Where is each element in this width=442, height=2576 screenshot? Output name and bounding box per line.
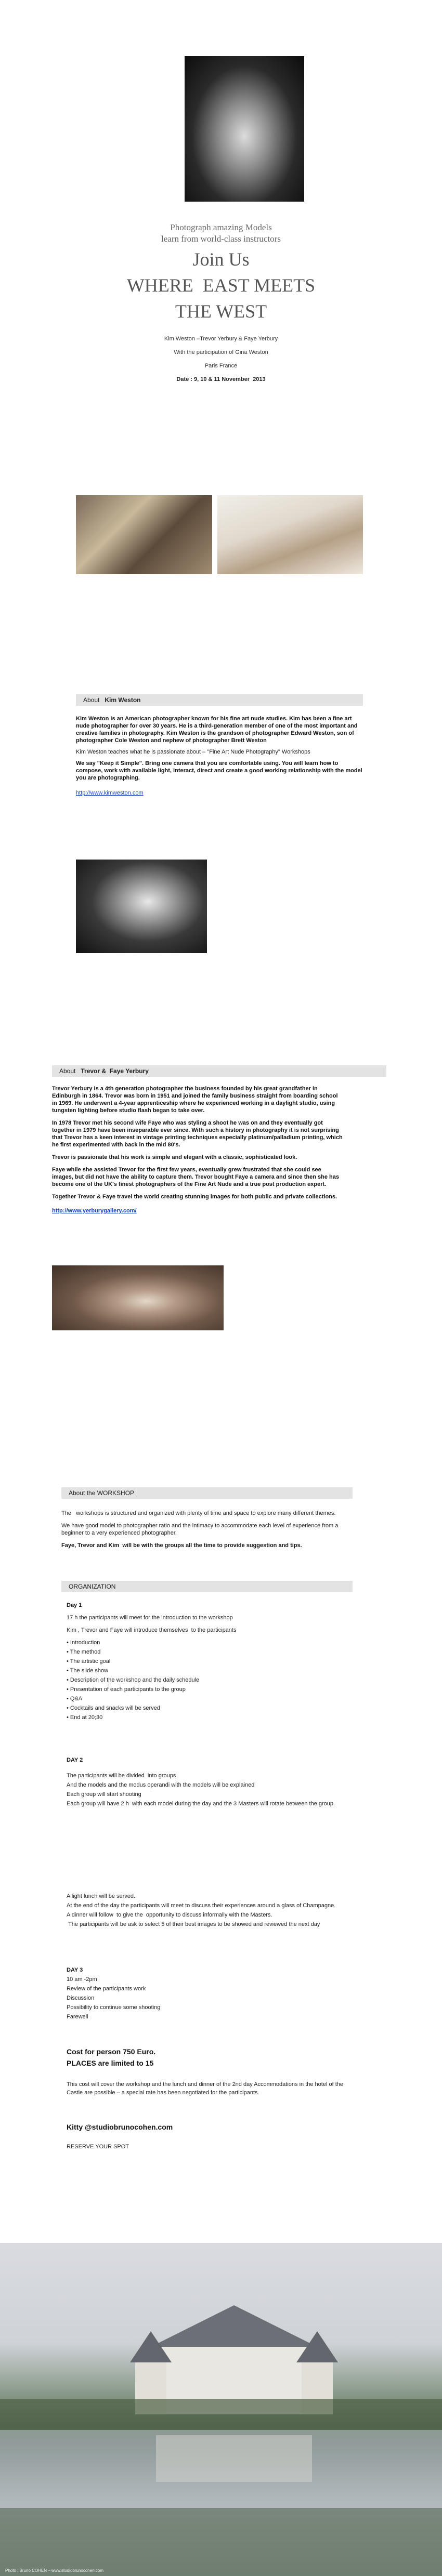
kim-para-2: Kim Weston teaches what he is passionate about – "Fine Art Nude Photography" Workshops <box>76 749 310 755</box>
trevor-para-3: Trevor is passionate that his work is simple and elegant with a classic, sophisticated look. <box>52 1154 297 1160</box>
day1-item: • Introduction <box>67 1640 100 1646</box>
day3-line: Discussion <box>67 1995 95 2001</box>
hero-title-2: WHERE EAST MEETS <box>126 275 316 296</box>
trevor-section-bar <box>52 1065 386 1077</box>
instructors-photo-2 <box>217 495 363 574</box>
contact-email[interactable]: Kitty @studiobrunocohen.com <box>67 2123 173 2131</box>
hero-title-1: Join Us <box>192 249 250 270</box>
lunch-block <box>67 1892 358 1929</box>
day3-line: Farewell <box>67 2014 88 2020</box>
trevor-website-link[interactable]: http://www.yerburygallery.com/ <box>52 1208 137 1214</box>
day2-line: The participants will be divided into groups <box>67 1773 176 1779</box>
day1-block <box>67 1602 358 1722</box>
trevor-para-5: Together Trevor & Faye travel the world creating stunning images for both public and private collections. <box>52 1194 337 1200</box>
day1-item: • Description of the workshop and the daily schedule <box>67 1677 200 1683</box>
kim-bar-name: Kim Weston <box>105 696 141 704</box>
day1-title: Day 1 <box>67 1602 82 1608</box>
day1-line: Kim , Trevor and Faye will introduce themselves to the participants <box>67 1627 237 1633</box>
trevor-bar-name: Trevor & Faye Yerbury <box>81 1067 149 1075</box>
day1-item: • The slide show <box>67 1668 109 1674</box>
day1-item: • Cocktails and snacks will be served <box>67 1705 160 1711</box>
trevor-para-2: In 1978 Trevor met his second wife Faye who was styling a shoot he was on and they eventually got together in 1979 have been inseparable ever since. With such a history in photography it is not surprising that Trevor has a keen interest in vintage printing techniques especially platinum/palladium printing, which he first experimented with back in the mid 80's. <box>52 1120 343 1148</box>
trevor-bar-prefix: About <box>59 1067 76 1075</box>
hero-tagline-2: learn from world-class instructors <box>161 234 281 244</box>
kim-body <box>76 715 363 797</box>
day2-line: And the models and the modus operandi with the models will be explained <box>67 1782 255 1788</box>
lunch-line: A dinner will follow to give the opportunity to discuss informally with the Masters. <box>67 1912 272 1918</box>
hero-location: Paris France <box>204 363 238 369</box>
hero-date: Date : 9, 10 & 11 November 2013 <box>176 376 266 382</box>
hero-title-3: THE WEST <box>175 301 267 322</box>
kim-para-3: We say "Keep it Simple". Bring one camera that you are comfortable using. You will learn how to compose, work with available light, interact, direct and create a good working relationship with the model you are photographing. <box>76 760 362 781</box>
instructors-photo-1 <box>76 495 212 574</box>
day2-title: DAY 2 <box>67 1757 83 1763</box>
lunch-line: A light lunch will be served. <box>67 1893 136 1899</box>
day3-line: 10 am -2pm <box>67 1976 97 1983</box>
organization-section-bar <box>61 1581 353 1592</box>
day1-item: • The artistic goal <box>67 1658 111 1665</box>
castle-illustration <box>0 2243 442 2576</box>
day3-line: Review of the participants work <box>67 1986 146 1992</box>
hero-instructors: Kim Weston –Trevor Yerbury & Faye Yerbury <box>164 336 278 342</box>
hero-tagline-1: Photograph amazing Models <box>170 222 272 232</box>
day2-line: Each group will start shooting <box>67 1791 141 1798</box>
day3-line: Possibility to continue some shooting <box>67 2004 161 2011</box>
workshop-bar-title: About the WORKSHOP <box>69 1489 135 1497</box>
trevor-para-4: Faye while she assisted Trevor for the first few years, eventually grew frustrated that she could see images, but did not have the ability to capture them. Trevor bought Faye a camera and since then she has become one of the UK's finest photographers of the Fine Art Nude and a true post production expert. <box>52 1167 339 1187</box>
day3-block <box>67 1966 358 2022</box>
day2-block <box>67 1756 358 1808</box>
day3-title: DAY 3 <box>67 1967 83 1973</box>
lunch-line: The participants will be ask to select 5 of their best images to be showed and reviewed the next day <box>67 1921 320 1927</box>
kim-photo <box>76 860 207 953</box>
castle-photo <box>0 2243 442 2576</box>
day1-item: • End at 20;30 <box>67 1714 103 1721</box>
organization-bar-title: ORGANIZATION <box>69 1583 116 1590</box>
workshop-section-bar <box>61 1487 353 1499</box>
kim-website-link[interactable]: http://www.kimweston.com <box>76 790 144 796</box>
price-note: This cost will cover the workshop and the lunch and dinner of the 2nd day Accommodations in the hotel of the Castle are possible – a special rate has been negotiated for the participants. <box>67 2081 343 2096</box>
reserve-your-spot[interactable]: RESERVE YOUR SPOT <box>67 2144 129 2150</box>
trevor-body <box>52 1085 343 1215</box>
kim-bar-prefix: About <box>83 696 100 704</box>
hero-participation: With the participation of Gina Weston <box>174 349 268 355</box>
day2-line: Each group will have 2 h with each model during the day and the 3 Masters will rotate between the group. <box>67 1801 335 1807</box>
trevor-para-1: Trevor Yerbury is a 4th generation photographer the business founded by his great grandfather in Edinburgh in 1864. Trevor was born in 1951 and joined the family business straight from boarding school in 1969. He underwent a 4-year apprenticeship where he experienced working in a daylight studio, using tungsten lighting before studio flash began to take over. <box>52 1086 338 1114</box>
lunch-line: At the end of the day the participants will meet to discuss their experiences around a glass of Champagne. <box>67 1903 336 1909</box>
workshop-para-1: The workshops is structured and organized with plenty of time and space to explore many different themes. <box>61 1510 336 1516</box>
day1-item: • The method <box>67 1649 101 1655</box>
day1-item: • Presentation of each participants to the group <box>67 1686 186 1693</box>
kim-para-1: Kim Weston is an American photographer known for his fine art nude studies. Kim has been a fine art nude photographer for over 30 years. He is a third-generation member of one of the most important and creative families in photography. Kim Weston is the grandson of photographer Edward Weston, son of photographer Cole Weston and nephew of photographer Brett Weston <box>76 716 358 744</box>
workshop-para-3: Faye, Trevor and Kim will be with the groups all the time to provide suggestion and tips. <box>61 1542 302 1549</box>
price-cost: Cost for person 750 Euro. <box>67 2047 156 2056</box>
workshop-body <box>61 1510 353 1549</box>
day1-line: 17 h the participants will meet for the introduction to the workshop <box>67 1615 233 1621</box>
kim-section-bar <box>76 694 363 706</box>
hero-photo <box>185 56 304 202</box>
day1-item: • Q&A <box>67 1696 83 1702</box>
trevor-photo <box>52 1265 224 1330</box>
workshop-para-2: We have good model to photographer ratio and the intimacy to accommodate each level of experience from a beginner to a very experienced photographer. <box>61 1523 339 1536</box>
photo-credit: Photo : Bruno COHEN – www.studiobrunocohen.com <box>5 2568 103 2573</box>
price-places: PLACES are limited to 15 <box>67 2059 154 2067</box>
